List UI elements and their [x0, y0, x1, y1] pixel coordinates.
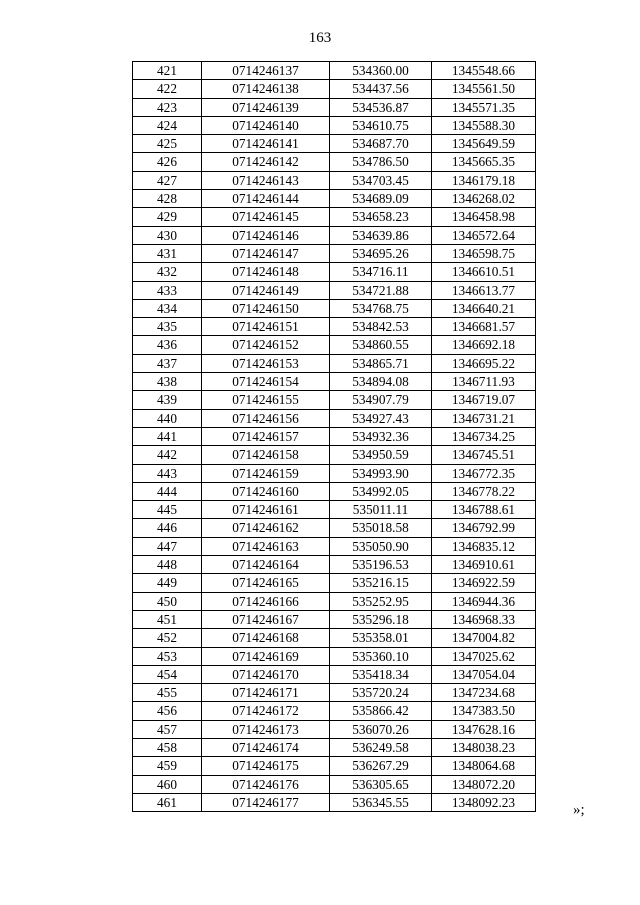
y-coordinate-cell: 1347004.82 [432, 629, 536, 647]
y-coordinate-cell: 1346734.25 [432, 427, 536, 445]
point-code-cell: 0714246144 [202, 190, 330, 208]
point-number-cell: 446 [133, 519, 202, 537]
point-number-cell: 428 [133, 190, 202, 208]
y-coordinate-cell: 1346572.64 [432, 226, 536, 244]
point-number-cell: 450 [133, 592, 202, 610]
point-number-cell: 424 [133, 116, 202, 134]
y-coordinate-cell: 1346968.33 [432, 610, 536, 628]
x-coordinate-cell: 534437.56 [330, 80, 432, 98]
x-coordinate-cell: 534658.23 [330, 208, 432, 226]
x-coordinate-cell: 536345.55 [330, 793, 432, 811]
y-coordinate-cell: 1346944.36 [432, 592, 536, 610]
point-number-cell: 422 [133, 80, 202, 98]
table-row [133, 281, 536, 299]
y-coordinate-cell: 1345665.35 [432, 153, 536, 171]
point-number-cell: 459 [133, 757, 202, 775]
table-row [133, 208, 536, 226]
x-coordinate-cell: 535296.18 [330, 610, 432, 628]
x-coordinate-cell: 534927.43 [330, 409, 432, 427]
y-coordinate-cell: 1347383.50 [432, 702, 536, 720]
point-code-cell: 0714246164 [202, 556, 330, 574]
y-coordinate-cell: 1346613.77 [432, 281, 536, 299]
y-coordinate-cell: 1346610.51 [432, 263, 536, 281]
y-coordinate-cell: 1348038.23 [432, 738, 536, 756]
y-coordinate-cell: 1346458.98 [432, 208, 536, 226]
point-number-cell: 440 [133, 409, 202, 427]
point-code-cell: 0714246173 [202, 720, 330, 738]
table-row [133, 373, 536, 391]
x-coordinate-cell: 534865.71 [330, 354, 432, 372]
point-code-cell: 0714246170 [202, 665, 330, 683]
x-coordinate-cell: 535866.42 [330, 702, 432, 720]
point-code-cell: 0714246139 [202, 98, 330, 116]
point-number-cell: 426 [133, 153, 202, 171]
table-row [133, 537, 536, 555]
x-coordinate-cell: 534721.88 [330, 281, 432, 299]
table-row [133, 135, 536, 153]
y-coordinate-cell: 1346910.61 [432, 556, 536, 574]
table-row [133, 720, 536, 738]
y-coordinate-cell: 1346719.07 [432, 391, 536, 409]
point-code-cell: 0714246153 [202, 354, 330, 372]
x-coordinate-cell: 536070.26 [330, 720, 432, 738]
x-coordinate-cell: 534932.36 [330, 427, 432, 445]
point-number-cell: 451 [133, 610, 202, 628]
point-code-cell: 0714246172 [202, 702, 330, 720]
x-coordinate-cell: 534786.50 [330, 153, 432, 171]
table-row [133, 629, 536, 647]
x-coordinate-cell: 536267.29 [330, 757, 432, 775]
table-row [133, 226, 536, 244]
table-row [133, 464, 536, 482]
table-row [133, 647, 536, 665]
point-number-cell: 454 [133, 665, 202, 683]
table-row [133, 299, 536, 317]
point-code-cell: 0714246177 [202, 793, 330, 811]
table-row [133, 592, 536, 610]
x-coordinate-cell: 534907.79 [330, 391, 432, 409]
point-number-cell: 435 [133, 318, 202, 336]
table-row [133, 684, 536, 702]
point-code-cell: 0714246147 [202, 244, 330, 262]
y-coordinate-cell: 1348092.23 [432, 793, 536, 811]
point-number-cell: 438 [133, 373, 202, 391]
table-row [133, 354, 536, 372]
x-coordinate-cell: 535360.10 [330, 647, 432, 665]
point-number-cell: 421 [133, 62, 202, 80]
point-code-cell: 0714246160 [202, 482, 330, 500]
point-number-cell: 444 [133, 482, 202, 500]
y-coordinate-cell: 1346692.18 [432, 336, 536, 354]
table-row [133, 556, 536, 574]
point-number-cell: 458 [133, 738, 202, 756]
y-coordinate-cell: 1345588.30 [432, 116, 536, 134]
y-coordinate-cell: 1347628.16 [432, 720, 536, 738]
table-row [133, 427, 536, 445]
point-code-cell: 0714246155 [202, 391, 330, 409]
table-row [133, 738, 536, 756]
point-code-cell: 0714246141 [202, 135, 330, 153]
x-coordinate-cell: 536305.65 [330, 775, 432, 793]
y-coordinate-cell: 1347025.62 [432, 647, 536, 665]
table-row [133, 336, 536, 354]
table-row [133, 665, 536, 683]
x-coordinate-cell: 535216.15 [330, 574, 432, 592]
y-coordinate-cell: 1345649.59 [432, 135, 536, 153]
point-number-cell: 457 [133, 720, 202, 738]
table-row [133, 793, 536, 811]
x-coordinate-cell: 535011.11 [330, 501, 432, 519]
point-number-cell: 461 [133, 793, 202, 811]
point-code-cell: 0714246145 [202, 208, 330, 226]
y-coordinate-cell: 1346268.02 [432, 190, 536, 208]
x-coordinate-cell: 534695.26 [330, 244, 432, 262]
y-coordinate-cell: 1345571.35 [432, 98, 536, 116]
point-code-cell: 0714246166 [202, 592, 330, 610]
x-coordinate-cell: 534993.90 [330, 464, 432, 482]
point-code-cell: 0714246138 [202, 80, 330, 98]
x-coordinate-cell: 534768.75 [330, 299, 432, 317]
point-code-cell: 0714246140 [202, 116, 330, 134]
point-code-cell: 0714246149 [202, 281, 330, 299]
point-code-cell: 0714246176 [202, 775, 330, 793]
point-number-cell: 430 [133, 226, 202, 244]
table-row [133, 574, 536, 592]
x-coordinate-cell: 535196.53 [330, 556, 432, 574]
table-row [133, 409, 536, 427]
table-row [133, 62, 536, 80]
point-number-cell: 453 [133, 647, 202, 665]
table-row [133, 80, 536, 98]
point-code-cell: 0714246168 [202, 629, 330, 647]
point-code-cell: 0714246137 [202, 62, 330, 80]
point-code-cell: 0714246151 [202, 318, 330, 336]
point-code-cell: 0714246148 [202, 263, 330, 281]
table-row [133, 610, 536, 628]
y-coordinate-cell: 1347054.04 [432, 665, 536, 683]
x-coordinate-cell: 535418.34 [330, 665, 432, 683]
point-number-cell: 448 [133, 556, 202, 574]
point-number-cell: 445 [133, 501, 202, 519]
point-number-cell: 452 [133, 629, 202, 647]
x-coordinate-cell: 535252.95 [330, 592, 432, 610]
y-coordinate-cell: 1346788.61 [432, 501, 536, 519]
table-row [133, 501, 536, 519]
point-code-cell: 0714246169 [202, 647, 330, 665]
x-coordinate-cell: 534639.86 [330, 226, 432, 244]
x-coordinate-cell: 535050.90 [330, 537, 432, 555]
x-coordinate-cell: 535358.01 [330, 629, 432, 647]
point-code-cell: 0714246161 [202, 501, 330, 519]
table-row [133, 519, 536, 537]
y-coordinate-cell: 1345561.50 [432, 80, 536, 98]
y-coordinate-cell: 1347234.68 [432, 684, 536, 702]
table-row [133, 702, 536, 720]
x-coordinate-cell: 534842.53 [330, 318, 432, 336]
y-coordinate-cell: 1346598.75 [432, 244, 536, 262]
point-code-cell: 0714246171 [202, 684, 330, 702]
point-code-cell: 0714246165 [202, 574, 330, 592]
y-coordinate-cell: 1348072.20 [432, 775, 536, 793]
coordinates-table-body [133, 62, 536, 812]
x-coordinate-cell: 534689.09 [330, 190, 432, 208]
point-number-cell: 449 [133, 574, 202, 592]
table-row [133, 482, 536, 500]
y-coordinate-cell: 1346179.18 [432, 171, 536, 189]
point-number-cell: 441 [133, 427, 202, 445]
table-row [133, 263, 536, 281]
point-number-cell: 460 [133, 775, 202, 793]
point-number-cell: 447 [133, 537, 202, 555]
point-number-cell: 439 [133, 391, 202, 409]
x-coordinate-cell: 534860.55 [330, 336, 432, 354]
table-row [133, 775, 536, 793]
y-coordinate-cell: 1346792.99 [432, 519, 536, 537]
x-coordinate-cell: 534894.08 [330, 373, 432, 391]
x-coordinate-cell: 534950.59 [330, 446, 432, 464]
y-coordinate-cell: 1346731.21 [432, 409, 536, 427]
y-coordinate-cell: 1346695.22 [432, 354, 536, 372]
y-coordinate-cell: 1346640.21 [432, 299, 536, 317]
closing-quote-mark: »; [573, 802, 585, 818]
y-coordinate-cell: 1346711.93 [432, 373, 536, 391]
y-coordinate-cell: 1346922.59 [432, 574, 536, 592]
page-number: 163 [308, 30, 332, 46]
point-number-cell: 427 [133, 171, 202, 189]
point-code-cell: 0714246167 [202, 610, 330, 628]
x-coordinate-cell: 534536.87 [330, 98, 432, 116]
point-code-cell: 0714246156 [202, 409, 330, 427]
point-code-cell: 0714246157 [202, 427, 330, 445]
table-row [133, 757, 536, 775]
table-row [133, 171, 536, 189]
point-code-cell: 0714246163 [202, 537, 330, 555]
point-code-cell: 0714246158 [202, 446, 330, 464]
x-coordinate-cell: 534992.05 [330, 482, 432, 500]
y-coordinate-cell: 1346778.22 [432, 482, 536, 500]
coordinates-table [132, 61, 536, 812]
point-number-cell: 429 [133, 208, 202, 226]
table-row [133, 98, 536, 116]
y-coordinate-cell: 1346745.51 [432, 446, 536, 464]
point-code-cell: 0714246162 [202, 519, 330, 537]
point-number-cell: 455 [133, 684, 202, 702]
point-code-cell: 0714246146 [202, 226, 330, 244]
table-row [133, 318, 536, 336]
table-row [133, 116, 536, 134]
point-number-cell: 443 [133, 464, 202, 482]
table-row [133, 391, 536, 409]
point-code-cell: 0714246175 [202, 757, 330, 775]
point-number-cell: 433 [133, 281, 202, 299]
point-number-cell: 423 [133, 98, 202, 116]
point-code-cell: 0714246142 [202, 153, 330, 171]
x-coordinate-cell: 536249.58 [330, 738, 432, 756]
x-coordinate-cell: 534703.45 [330, 171, 432, 189]
point-code-cell: 0714246154 [202, 373, 330, 391]
point-code-cell: 0714246143 [202, 171, 330, 189]
table-row [133, 190, 536, 208]
table-row [133, 244, 536, 262]
y-coordinate-cell: 1346772.35 [432, 464, 536, 482]
point-number-cell: 437 [133, 354, 202, 372]
point-number-cell: 442 [133, 446, 202, 464]
point-code-cell: 0714246152 [202, 336, 330, 354]
y-coordinate-cell: 1346681.57 [432, 318, 536, 336]
x-coordinate-cell: 534716.11 [330, 263, 432, 281]
y-coordinate-cell: 1345548.66 [432, 62, 536, 80]
x-coordinate-cell: 535720.24 [330, 684, 432, 702]
table-row [133, 153, 536, 171]
x-coordinate-cell: 534610.75 [330, 116, 432, 134]
point-number-cell: 425 [133, 135, 202, 153]
y-coordinate-cell: 1346835.12 [432, 537, 536, 555]
point-number-cell: 456 [133, 702, 202, 720]
x-coordinate-cell: 535018.58 [330, 519, 432, 537]
point-code-cell: 0714246150 [202, 299, 330, 317]
point-code-cell: 0714246159 [202, 464, 330, 482]
y-coordinate-cell: 1348064.68 [432, 757, 536, 775]
x-coordinate-cell: 534687.70 [330, 135, 432, 153]
point-code-cell: 0714246174 [202, 738, 330, 756]
x-coordinate-cell: 534360.00 [330, 62, 432, 80]
point-number-cell: 436 [133, 336, 202, 354]
point-number-cell: 431 [133, 244, 202, 262]
point-number-cell: 432 [133, 263, 202, 281]
table-row [133, 446, 536, 464]
point-number-cell: 434 [133, 299, 202, 317]
